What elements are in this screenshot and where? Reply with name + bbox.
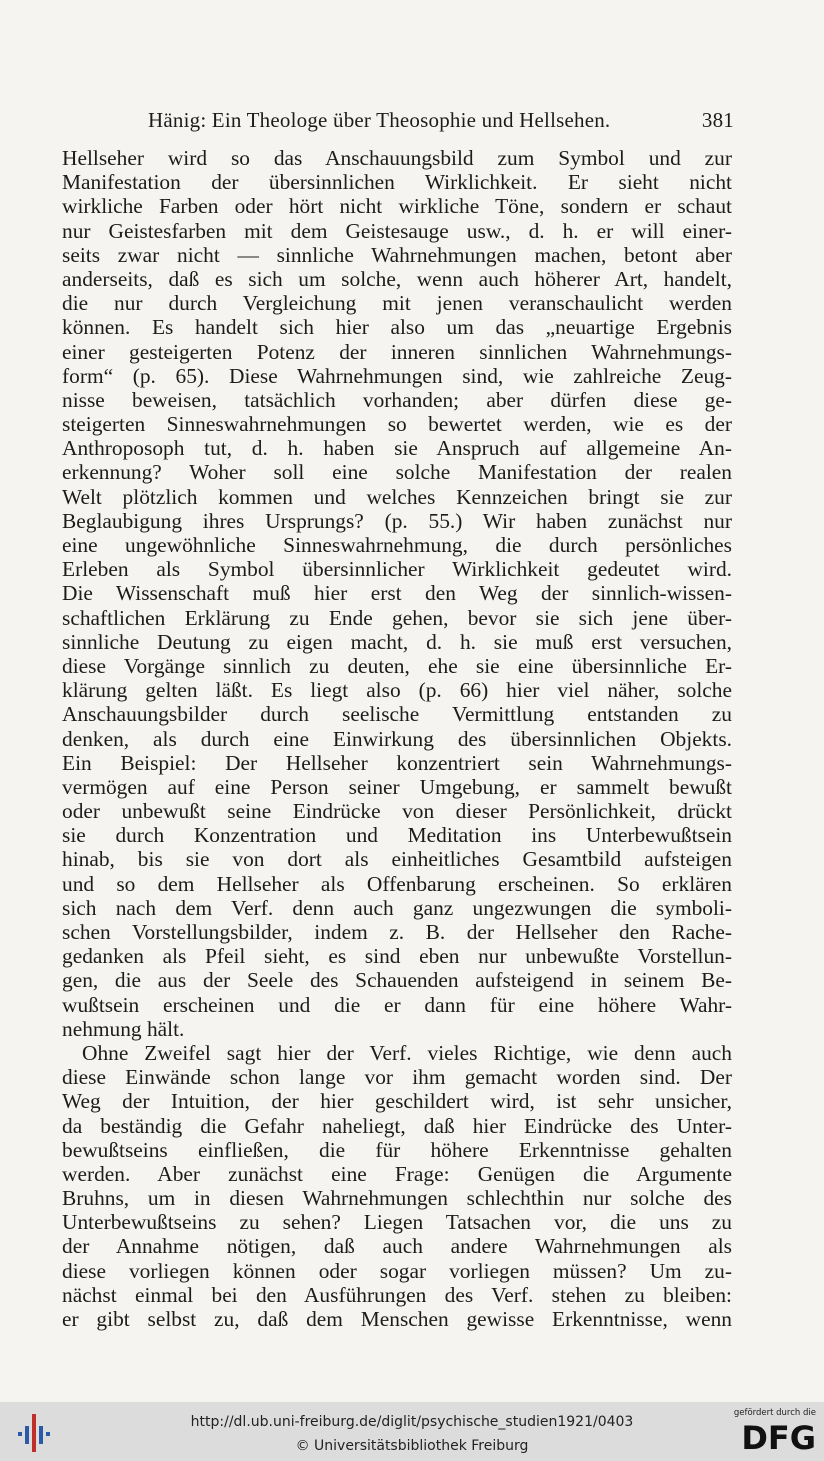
text-line: Anthroposoph tut, d. h. haben sie Anspruch auf allgemeine An-: [62, 436, 732, 461]
text-line: eine ungewöhnliche Sinneswahrnehmung, die durch persönliches: [62, 533, 732, 557]
footer-bar: [0, 1402, 824, 1461]
text-line: diese Einwände schon lange vor ihm gemacht worden sind. Der: [62, 1065, 732, 1090]
page-number: 381: [701, 108, 734, 132]
text-line: sinnliche Deutung zu eigen macht, d. h. sie muß erst versuchen,: [62, 629, 732, 654]
text-line: Die Wissenschaft muß hier erst den Weg der sinnlich-wissen-: [62, 581, 732, 606]
dfg-logo-icon[interactable]: [730, 1420, 816, 1452]
text-line: die nur durch Vergleichung mit jenen veranschaulicht werden: [62, 291, 732, 316]
dfg-funding-label: gefördert durch die: [733, 1408, 816, 1418]
text-line: gen, die aus der Seele des Schauenden aufsteigend in seinem Be-: [62, 968, 732, 993]
text-line: Beglaubigung ihres Ursprungs? (p. 55.) Wir haben zunächst nur: [62, 508, 732, 533]
text-line: klärung gelten läßt. Es liegt also (p. 66) hier viel näher, solche: [62, 678, 732, 703]
text-line: da beständig die Gefahr naheliegt, daß hier Eindrücke des Unter-: [62, 1113, 732, 1138]
text-line: Unterbewußtseins zu sehen? Liegen Tatsachen vor, die uns zu: [62, 1210, 732, 1235]
text-line: hinab, bis sie von dort als einheitliches Gesamtbild aufsteigen: [62, 847, 732, 872]
text-line: schaftlichen Erklärung zu Ende gehen, bevor sie sich jene über-: [62, 605, 732, 630]
text-line: wußtsein erscheinen und die er dann für eine höhere Wahr-: [62, 992, 732, 1017]
text-line: nur Geistesfarben mit dem Geistesauge usw., d. h. er will einer-: [62, 218, 732, 243]
text-line: seits zwar nicht — sinnliche Wahrnehmungen machen, betont aber: [62, 242, 732, 267]
text-line: nisse beweisen, tatsächlich vorhanden; aber dürfen diese ge-: [62, 387, 732, 412]
text-line: denken, als durch eine Einwirkung des übersinnlichen Objekts.: [62, 726, 732, 751]
text-line: nehmung hält.: [62, 1016, 185, 1041]
text-line: Manifestation der übersinnlichen Wirklichkeit. Er sieht nicht: [62, 170, 732, 195]
body-text: [62, 146, 732, 1331]
text-line: und so dem Hellseher als Offenbarung erscheinen. So erklären: [62, 871, 732, 896]
text-line: der Annahme nötigen, daß auch andere Wahrnehmungen als: [62, 1234, 732, 1259]
running-head: [62, 108, 734, 138]
copyright-notice: © Universitätsbibliothek Freiburg: [295, 1438, 529, 1454]
text-line: sich nach dem Verf. denn auch ganz ungezwungen die symboli-: [62, 895, 732, 920]
text-line: sie durch Konzentration und Meditation ins Unterbewußtsein: [62, 823, 732, 848]
text-line: diese Vorgänge sinnlich zu deuten, ehe sie eine übersinnliche Er-: [62, 653, 732, 678]
text-line: steigerten Sinneswahrnehmungen so bewertet werden, wie es der: [62, 412, 732, 437]
text-line: Weg der Intuition, der hier geschildert wird, ist sehr unsicher,: [62, 1089, 732, 1114]
text-line: Bruhns, um in diesen Wahrnehmungen schlechthin nur solche des: [62, 1186, 732, 1211]
text-line: nächst einmal bei den Ausführungen des Verf. stehen zu bleiben:: [62, 1282, 732, 1307]
dfg-logo-text: DFG: [741, 1420, 816, 1452]
text-line: gedanken als Pfeil sieht, es sind eben nur unbewußte Vorstellun-: [62, 944, 732, 969]
text-line: Ein Beispiel: Der Hellseher konzentriert sein Wahrnehmungs-: [62, 750, 732, 775]
text-line: Anschauungsbilder durch seelische Vermittlung entstanden zu: [62, 702, 732, 727]
text-line: form“ (p. 65). Diese Wahrnehmungen sind, wie zahlreiche Zeug-: [62, 363, 732, 388]
text-line: erkennung? Woher soll eine solche Manifestation der realen: [62, 460, 732, 485]
text-line: anderseits, daß es sich um solche, wenn auch höherer Art, handelt,: [62, 266, 732, 291]
running-head-title: Hänig: Ein Theologe über Theosophie und Hellsehen.: [148, 108, 611, 132]
text-line: Hellseher wird so das Anschauungsbild zum Symbol und zur: [62, 146, 732, 170]
text-line: vermögen auf eine Person seiner Umgebung, er sammelt bewußt: [62, 774, 732, 799]
text-line: Welt plötzlich kommen und welches Kennzeichen bringt sie zur: [62, 484, 732, 509]
text-line: oder unbewußt seine Eindrücke von dieser Persönlichkeit, drückt: [62, 799, 732, 824]
text-line: können. Es handelt sich hier also um das „neuartige Ergebnis: [62, 315, 732, 340]
text-line: er gibt selbst zu, daß dem Menschen gewisse Erkenntnisse, wenn: [62, 1307, 732, 1331]
text-line: wirkliche Farben oder hört nicht wirkliche Töne, sondern er schaut: [62, 194, 732, 219]
permalink-url[interactable]: http://dl.ub.uni-freiburg.de/diglit/psychische_studien1921/0403: [190, 1414, 634, 1430]
text-line: bewußtseins einfließen, die für höhere Erkenntnisse gehalten: [62, 1137, 732, 1162]
text-line: einer gesteigerten Potenz der inneren sinnlichen Wahrnehmungs-: [62, 339, 732, 364]
text-line: diese vorliegen können oder sogar vorliegen müssen? Um zu-: [62, 1258, 732, 1283]
text-line: Erleben als Symbol übersinnlicher Wirklichkeit gedeutet wird.: [62, 557, 732, 582]
text-line: schen Vorstellungsbilder, indem z. B. der Hellseher den Rache-: [62, 920, 732, 944]
text-line: werden. Aber zunächst eine Frage: Genügen die Argumente: [62, 1161, 732, 1186]
text-line: Ohne Zweifel sagt hier der Verf. vieles Richtige, wie denn auch: [82, 1040, 732, 1065]
